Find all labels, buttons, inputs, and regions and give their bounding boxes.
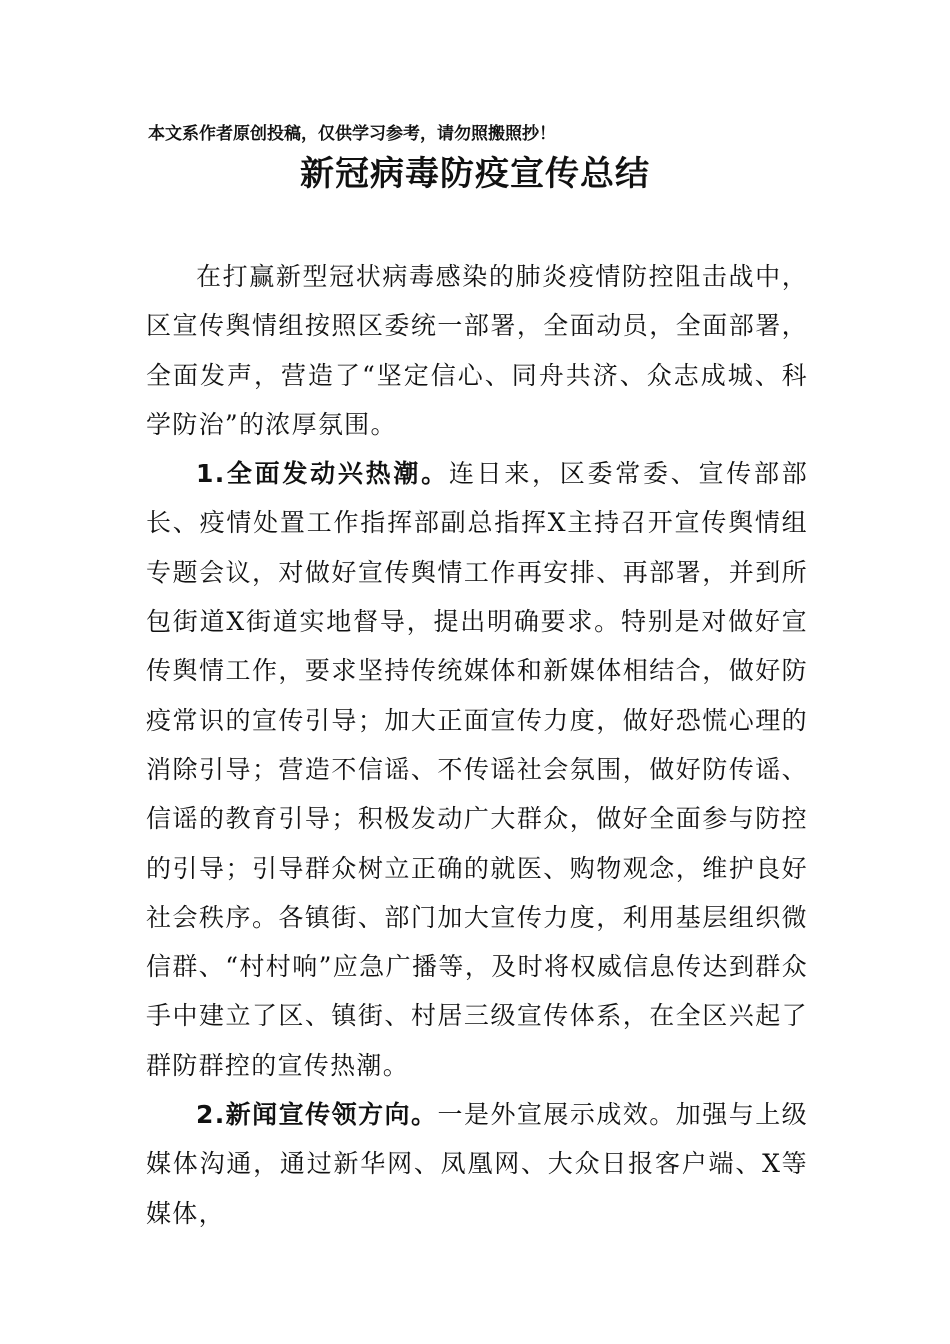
- paragraph-section-2: [146, 1090, 808, 1238]
- paragraph-intro: [146, 252, 808, 449]
- section-heading: 1.全面发动兴热潮。: [196, 459, 449, 489]
- paragraph-text: 连日来，区委常委、宣传部部长、疫情处置工作指挥部副总指挥X主持召开宣传舆情组专题会议，对做好宣传舆情工作再安排、再部署，并到所包街道X街道实地督导，提出明确要求。特别是对做好宣传舆情工作，要求坚持传统媒体和新媒体相结合，做好防疫常识的宣传引导；加大正面宣传力度，做好恐慌心理的消除引导；营造不信谣、不传谣社会氛围，做好防传谣、信谣的教育引导；积极发动广大群众，做好全面参与防控的引导；引导群众树立正确的就医、购物观念，维护良好社会秩序。各镇街、部门加大宣传力度，利用基层组织微信群、“村村响”应急广播等，及时将权威信息传达到群众手中建立了区、镇街、村居三级宣传体系，在全区兴起了群防群控的宣传热潮。: [146, 459, 808, 1080]
- document-title: 新冠病毒防疫宣传总结: [300, 154, 650, 194]
- paragraph-text: 一是外宣展示成效。加强与上级媒体沟通，通过新华网、凤凰网、大众日报客户端、X等媒体，: [146, 1100, 808, 1228]
- document-body: [146, 252, 808, 1238]
- paragraph-text: 在打赢新型冠状病毒感染的肺炎疫情防控阻击战中，区宣传舆情组按照区委统一部署，全面动员，全面部署，全面发声，营造了“坚定信心、同舟共济、众志成城、科学防治”的浓厚氛围。: [146, 262, 808, 439]
- section-heading: 2.新闻宣传领方向。: [196, 1100, 438, 1130]
- paragraph-section-1: [146, 449, 808, 1090]
- copyright-notice: 本文系作者原创投稿，仅供学习参考，请勿照搬照抄！: [148, 124, 556, 144]
